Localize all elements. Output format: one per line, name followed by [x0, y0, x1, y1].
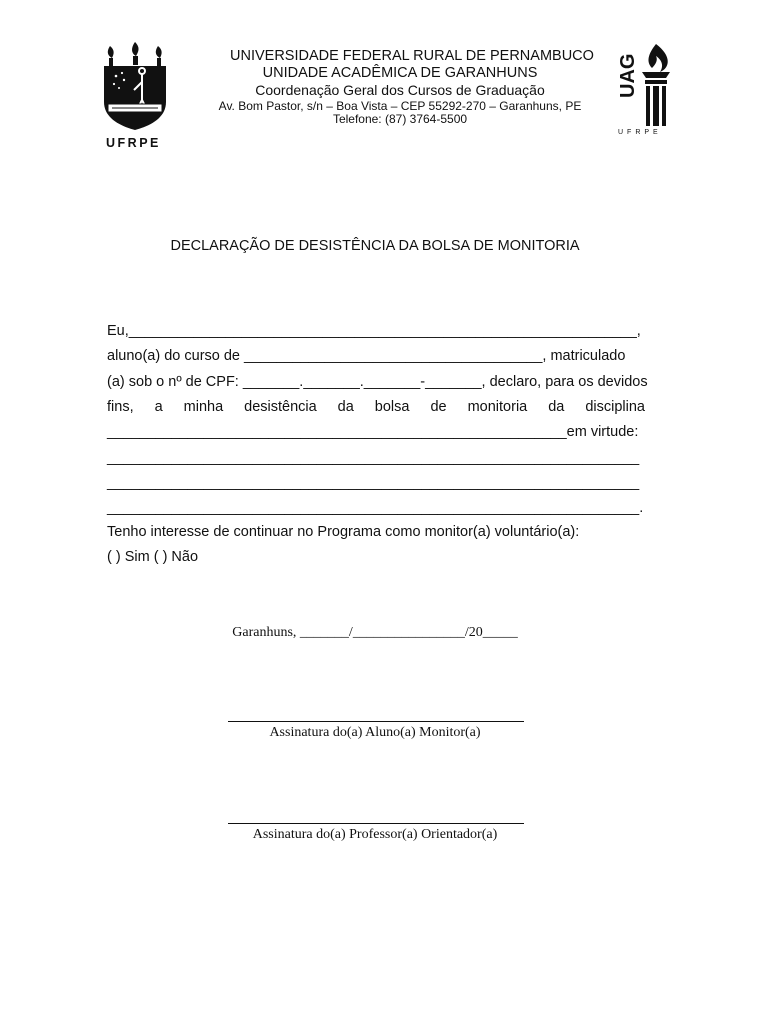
- address: Av. Bom Pastor, s/n – Boa Vista – CEP 55292-270 – Garanhuns, PE: [218, 99, 582, 113]
- student-signature-label: Assinatura do(a) Aluno(a) Monitor(a): [269, 725, 481, 740]
- date-line: Garanhuns, _______/________________/20_____: [232, 625, 518, 640]
- body-line: (a) sob o nº de CPF: _______._______._______-_______, declaro, para os devidos: [107, 374, 648, 390]
- uag-logo-caption: UFRPE: [618, 129, 662, 136]
- body-line: aluno(a) do curso de _____________________________________, matriculado: [107, 348, 626, 364]
- professor-signature-line: [228, 823, 524, 824]
- phone: Telefone: (87) 3764-5500: [332, 112, 468, 126]
- uag-logo-text: UAG: [617, 53, 639, 98]
- body-line: _________________________________________________________em virtude:: [107, 424, 639, 440]
- volunteer-options: ( ) Sim ( ) Não: [107, 549, 199, 565]
- body-line: __________________________________________________________________.: [107, 500, 644, 516]
- body-line: __________________________________________________________________: [107, 450, 640, 466]
- coordination-name: Coordenação Geral dos Cursos de Graduação: [255, 82, 545, 98]
- body-line: fins, a minha desistência da bolsa de monitoria da disciplina: [107, 399, 645, 415]
- student-signature-line: [228, 721, 524, 722]
- university-name: UNIVERSIDADE FEDERAL RURAL DE PERNAMBUCO: [230, 48, 594, 64]
- volunteer-question: Tenho interesse de continuar no Programa como monitor(a) voluntário(a):: [107, 524, 580, 540]
- body-line: Eu,_______________________________________________________________,: [107, 323, 641, 339]
- ufrpe-seal-logo: [100, 40, 170, 136]
- professor-signature-label: Assinatura do(a) Professor(a) Orientador(a): [252, 827, 498, 842]
- ufrpe-logo-caption: UFRPE: [106, 136, 161, 150]
- document-title: DECLARAÇÃO DE DESISTÊNCIA DA BOLSA DE MONITORIA: [170, 238, 580, 254]
- uag-logo: [612, 42, 674, 138]
- body-line: __________________________________________________________________: [107, 475, 640, 491]
- unit-name: UNIDADE ACADÊMICA DE GARANHUNS: [262, 65, 538, 81]
